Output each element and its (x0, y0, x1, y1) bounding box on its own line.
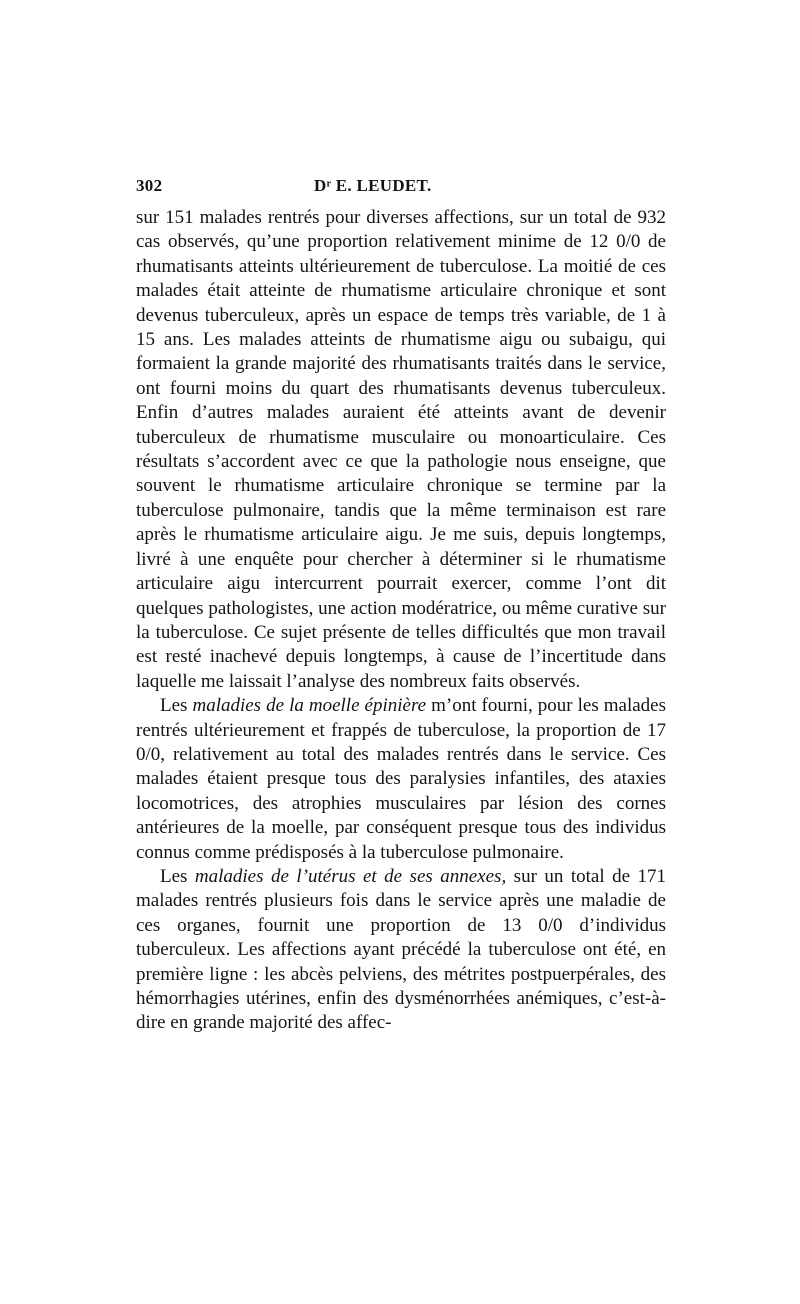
running-title: Dʳ E. LEUDET. (314, 176, 432, 195)
paragraph-lead: Les (160, 695, 193, 717)
paragraph-lead: Les (160, 865, 195, 887)
body-text (136, 206, 666, 1036)
paragraph-text: m’ont fourni, pour les malades rentrés ultérieurement et frappés de tuberculose, la proportion de 17 0/0, relativement au total des malades rentrés dans le service. Ces malades étaient presque tous des paralysies infantiles, des ataxies locomotrices, des atrophies musculaires par lésion des cornes antérieures de la moelle, par conséquent presque tous des individus connus comme prédisposés à la tuberculose pulmonaire. (136, 695, 666, 863)
running-header (136, 176, 666, 206)
paragraph-text: sur 151 malades rentrés pour diverses affections, sur un total de 932 cas observés, qu’une proportion relativement minime de 12 0/0 de rhumatisants atteints ultérieurement de tuberculose. La moitié de ces malades était atteinte de rhumatisme articulaire chronique et sont devenus tuberculeux, après un espace de temps très variable, de 1 à 15 ans. Les malades atteints de rhumatisme aigu ou subaigu, qui formaient la grande majorité des rhumatisants traités dans le service, ont fourni moins du quart des rhumatisants devenus tuberculeux. Enfin d’autres malades auraient été atteints avant de devenir tuberculeux de rhumatisme musculaire ou monoarticulaire. Ces résultats s’accordent avec ce que la pathologie nous enseigne, que souvent le rhumatisme articulaire chronique se termine par la tuberculose pulmonaire, tandis que la même terminaison est rare après le rhumatisme articulaire aigu. Je me suis, depuis longtemps, livré à une enquête pour chercher à déterminer si le rhumatisme articulaire aigu intercurrent pourrait exercer, comme l’ont dit quelques pathologistes, une action modératrice, ou même curative sur la tuberculose. Ce sujet présente de telles difficultés que mon travail est resté inachevé depuis longtemps, à cause de l’incertitude dans laquelle me laissait l’analyse des nombreux faits observés. (136, 207, 666, 692)
italic-term: maladies de la moelle épinière (192, 695, 427, 717)
paragraph-moelle-epiniere (136, 694, 666, 865)
page-number: 302 (136, 176, 163, 195)
paragraph-text: sur un total de 171 malades rentrés plusieurs fois dans le service après une maladie de ces organes, fournit une proportion de 13 0/0 d’individus tuberculeux. Les affections ayant précédé la tuberculose ont été, en première ligne : les abcès pelviens, des métrites postpuerpérales, des hémorrhagies utérines, enfin des dysménorrhées anémiques, c’est-à-dire en grande majorité des affec- (136, 865, 666, 1034)
book-page (136, 176, 666, 1036)
italic-term: maladies de l’utérus et de ses annexes, (194, 865, 507, 887)
paragraph-rhumatisme (136, 206, 666, 694)
paragraph-uterus (136, 865, 666, 1036)
